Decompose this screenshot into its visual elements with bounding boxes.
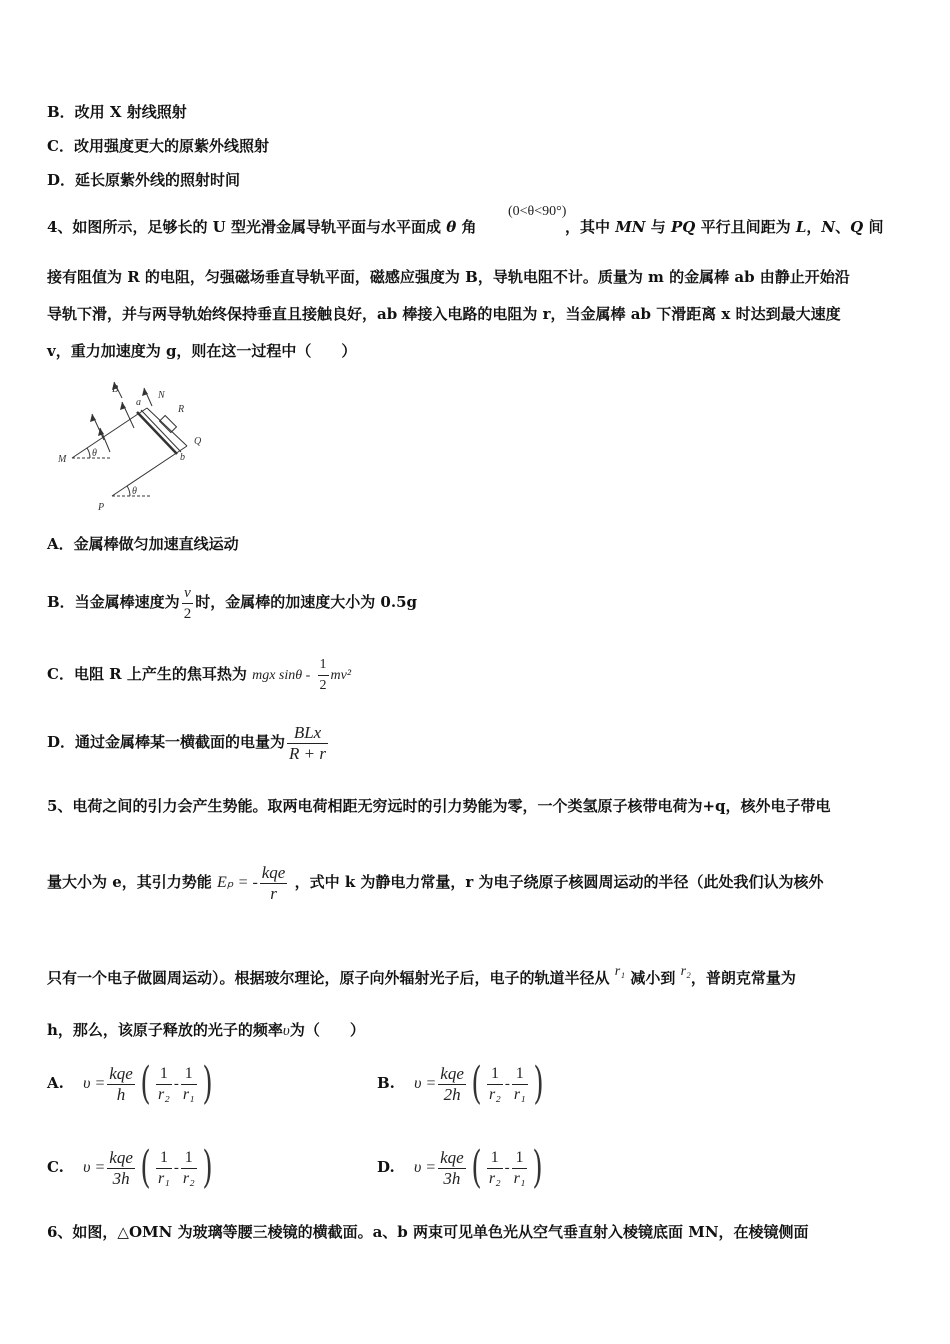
label-p: P: [98, 502, 105, 513]
paren-left: (: [140, 1142, 151, 1193]
angle-arc-1: [87, 448, 90, 458]
fraction-half: $\frac{1}{2}$: [319, 656, 327, 693]
fraction-blx: $\frac{\text{BLx}}{R + r}$: [289, 722, 326, 763]
q5-option-2: C. υ = $\frac{\text{kqe}}{3h}$ ( $\frac{1}{\text{r₁}}$ - $\frac{1}{\text{r₂}}$ ): [47, 1142, 213, 1193]
label-b-end: b: [180, 452, 185, 463]
paren-left: (: [471, 1058, 482, 1109]
frac-main: $\frac{\text{kqe}}{3h}$: [440, 1147, 464, 1188]
q5-stem-line2: 量大小为 e，其引力势能 Eₚ = - $\frac{\text{kqe}}{r}$ ，式中 k 为静电力常量，r 为电子绕原子核圆周运动的半径（此处我们认为核外: [47, 862, 824, 903]
frac-main: $\frac{\text{kqe}}{3h}$: [109, 1147, 133, 1188]
q3-option-b: B．改用 X 射线照射: [47, 103, 187, 121]
paren-left: (: [140, 1058, 151, 1109]
angle-arc-2: [127, 486, 130, 496]
label-n: N: [158, 390, 165, 401]
q4-stem-line1: 4、如图所示，足够长的 U 型光滑金属导轨平面与水平面成 θ 角 ，其中 MN 与 PQ 平行且间距为 L，N、Q 间: [47, 218, 884, 236]
label-a: a: [136, 397, 141, 408]
theta-symbol: θ: [446, 218, 457, 236]
frac-main: $\frac{\text{kqe}}{2h}$: [440, 1063, 464, 1104]
label-q: Q: [194, 436, 202, 447]
q4-stem-line2: 接有阻值为 R 的电阻，匀强磁场垂直导轨平面，磁感应强度为 B，导轨电阻不计。质量为 m 的金属棒 ab 由静止开始沿: [47, 268, 850, 286]
q4-option-a: A．金属棒做匀加速直线运动: [47, 535, 239, 553]
label-r: R: [178, 404, 185, 415]
frac-term2: $\frac{1}{\text{r₁}}$: [182, 1064, 195, 1103]
fraction-v-over-2: $\frac{v}{2}$: [183, 584, 192, 622]
q5-stem-line1: 5、电荷之间的引力会产生势能。取两电荷相距无穷远时的引力势能为零，一个类氢原子核带电荷为+q，核外电子带电: [47, 797, 831, 815]
q3-option-c: C．改用强度更大的原紫外线照射: [47, 137, 269, 155]
q5-option-1: B. υ = $\frac{\text{kqe}}{2h}$ ( $\frac{1}{\text{r₂}}$ - $\frac{1}{\text{r₁}}$ ): [377, 1058, 544, 1109]
frac-term2: $\frac{1}{\text{r₁}}$: [513, 1064, 526, 1103]
fraction-kqe-r: $\frac{\text{kqe}}{r}$: [261, 862, 286, 903]
q3-option-d: D．延长原紫外线的照射时间: [47, 171, 241, 189]
frac-term2: $\frac{1}{\text{r₂}}$: [182, 1148, 195, 1187]
label-theta-1: θ: [92, 448, 97, 459]
frac-main: $\frac{\text{kqe}}{h}$: [109, 1063, 133, 1104]
frac-term1: $\frac{1}{\text{r₂}}$: [158, 1064, 170, 1103]
label-b-field: B: [112, 384, 119, 395]
paren-right: ): [202, 1058, 213, 1109]
frac-term1: $\frac{1}{\text{r₂}}$: [488, 1148, 501, 1187]
q5-option-0: A. υ = $\frac{\text{kqe}}{h}$ ( $\frac{1}{\text{r₂}}$ - $\frac{1}{\text{r₁}}$ ): [47, 1058, 213, 1109]
frac-term1: $\frac{1}{\text{r₂}}$: [489, 1064, 501, 1103]
q5-option-3: D. υ = $\frac{\text{kqe}}{3h}$ ( $\frac{1}{\text{r₂}}$ - $\frac{1}{\text{r₁}}$ ): [377, 1142, 544, 1193]
q5-stem-line4: h，那么，该原子释放的光子的频率υ为（ ）: [47, 1021, 365, 1039]
inclined-rail-figure: [52, 378, 222, 518]
label-theta-2: θ: [132, 486, 137, 497]
q5-stem-line3: 只有一个电子做圆周运动）。根据玻尔理论，原子向外辐射光子后，电子的轨道半径从 r₁ 减小到 r₂，普朗克常量为: [47, 964, 796, 987]
q4-option-c: C．电阻 R 上产生的焦耳热为 mgx sinθ - $\frac{1}{2}$ mv²: [47, 652, 351, 698]
q6-stem-line1: 6、如图，△OMN 为玻璃等腰三棱镜的横截面。a、b 两束可见单色光从空气垂直射入棱镜底面 MN，在棱镜侧面: [47, 1223, 809, 1241]
label-m: M: [58, 454, 67, 465]
q4-option-d: D．通过金属棒某一横截面的电量为 $\frac{\text{BLx}}{R + r}$: [47, 722, 326, 763]
rod-edge: [141, 410, 181, 452]
frac-term2: $\frac{1}{\text{r₁}}$: [513, 1148, 526, 1187]
paren-left: (: [471, 1142, 482, 1193]
paren-right: ): [202, 1142, 213, 1193]
theta-range: (0<θ<90°): [508, 204, 567, 219]
q4-stem-line4: v，重力加速度为 g，则在这一过程中（ ）: [47, 342, 357, 360]
frac-term1: $\frac{1}{\text{r₁}}$: [158, 1148, 170, 1187]
resistor-r: [160, 416, 177, 433]
paren-right: ): [532, 1142, 544, 1193]
q4-stem-line3: 导轨下滑，并与两导轨始终保持垂直且接触良好，ab 棒接入电路的电阻为 r，当金属棒 ab 下滑距离 x 时达到最大速度: [47, 305, 841, 323]
paren-right: ): [533, 1058, 544, 1109]
q4-option-b: B．当金属棒速度为 $\frac{v}{2}$ 时，金属棒的加速度大小为 0.5g: [47, 584, 417, 622]
